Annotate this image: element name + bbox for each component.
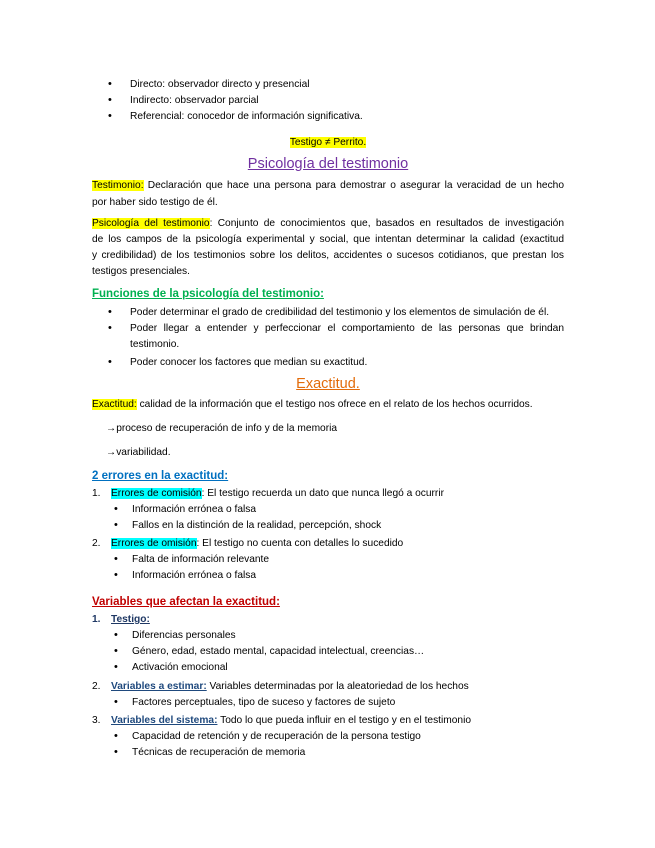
heading-psychology: Psicología del testimonio <box>247 156 409 172</box>
psicologia-line-4: testigos presenciales. <box>92 266 190 277</box>
psicologia-line-1: Conjunto de conocimientos que, basados en resultados de investigación <box>212 218 564 229</box>
heading-variables: Variables que afectan la exactitud: <box>92 596 280 608</box>
exactitud-definition <box>92 397 564 412</box>
list-item: • Información errónea o falsa <box>92 502 564 517</box>
error-item-1 <box>92 486 564 501</box>
psicologia-line-3: y credibilidad) de los testimonios sobre los delitos, accidentes o sucesos cotidianos, que prestan los <box>92 250 564 261</box>
variables-list <box>92 612 564 760</box>
witness-note <box>92 135 564 150</box>
variable-text-2: Variables determinadas por la aleatoriedad de los hechos <box>206 681 469 692</box>
error-number-1: 1. <box>92 488 101 499</box>
heading-errores: 2 errores en la exactitud: <box>92 470 229 482</box>
exactitud-arrow-1: →proceso de recuperación de info y de la memoria <box>106 423 338 434</box>
list-item: • Capacidad de retención y de recuperación de la persona testigo <box>92 729 564 744</box>
heading-funciones: Funciones de la psicología del testimonio: <box>92 288 324 300</box>
list-item: • Poder conocer los factores que median su exactitud. <box>92 355 564 370</box>
funciones-item-2-line-2: testimonio. <box>130 339 180 350</box>
list-item: • Técnicas de recuperación de memoria <box>92 745 564 760</box>
list-item: • Diferencias personales <box>92 628 564 643</box>
variable-item-1 <box>92 612 564 627</box>
variable-term-1: Testigo: <box>111 614 150 625</box>
variable-text-3: Todo lo que pueda influir en el testigo y en el testimonio <box>217 715 472 726</box>
variable-number-2: 2. <box>92 681 101 692</box>
list-item: • Información errónea o falsa <box>92 568 564 583</box>
variable-term-2: Variables a estimar: <box>111 681 207 692</box>
error-term-2: Errores de omisión <box>111 538 197 549</box>
testimonio-line-1: Declaración que hace una persona para demostrar o asegurar la veracidad de un hecho <box>143 180 564 191</box>
exactitud-term: Exactitud: <box>92 399 137 410</box>
funciones-list <box>92 305 564 370</box>
psicologia-line-2: de los campos de la psicología experimental y social, que intentan determinar la calidad (exactitud <box>92 234 564 245</box>
exactitud-arrow-2: →variabilidad. <box>106 447 171 458</box>
list-item: • Género, edad, estado mental, capacidad intelectual, creencias… <box>92 644 564 659</box>
list-item: • Poder determinar el grado de credibilidad del testimonio y los elementos de simulación de él. <box>92 305 564 320</box>
witness-note-text: Testigo ≠ Perrito. <box>289 137 367 148</box>
error-number-2: 2. <box>92 538 101 549</box>
error-text-1: : El testigo recuerda un dato que nunca llegó a ocurrir <box>201 488 444 499</box>
list-item: • Fallos en la distinción de la realidad, percepción, shock <box>92 518 564 533</box>
list-item: • Falta de información relevante <box>92 552 564 567</box>
list-item: • Activación emocional <box>92 660 564 675</box>
list-item: • Referencial: conocedor de información significativa. <box>92 109 564 124</box>
funciones-item-2-line-1: • Poder llegar a entender y perfeccionar el comportamiento de las personas que brindan <box>130 323 564 334</box>
variable-item-2 <box>92 679 564 694</box>
list-item: • Indirecto: observador parcial <box>92 93 564 108</box>
list-item <box>92 321 564 352</box>
exactitud-def: calidad de la información que el testigo nos ofrece en el relato de los hechos ocurridos. <box>136 399 533 410</box>
variable-number-1: 1. <box>92 614 101 625</box>
testimonio-definition <box>92 178 564 210</box>
variable-number-3: 3. <box>92 715 101 726</box>
psicologia-term: Psicología del testimonio <box>92 218 210 229</box>
list-item: • Directo: observador directo y presencial <box>92 77 564 92</box>
psicologia-colon: : <box>209 218 213 229</box>
list-item: • Factores perceptuales, tipo de suceso y factores de sujeto <box>92 695 564 710</box>
error-item-2 <box>92 536 564 551</box>
error-text-2: : El testigo no cuenta con detalles lo sucedido <box>196 538 404 549</box>
witness-types-list <box>92 77 564 124</box>
errores-list <box>92 486 564 583</box>
error-term-1: Errores de comisión <box>111 488 202 499</box>
testimonio-term: Testimonio: <box>92 180 144 191</box>
variable-item-3 <box>92 713 564 728</box>
variable-term-3: Variables del sistema: <box>111 715 218 726</box>
psicologia-definition <box>92 216 564 279</box>
testimonio-line-2: por haber sido testigo de él. <box>92 197 218 208</box>
heading-exactitud: Exactitud. <box>296 376 360 392</box>
